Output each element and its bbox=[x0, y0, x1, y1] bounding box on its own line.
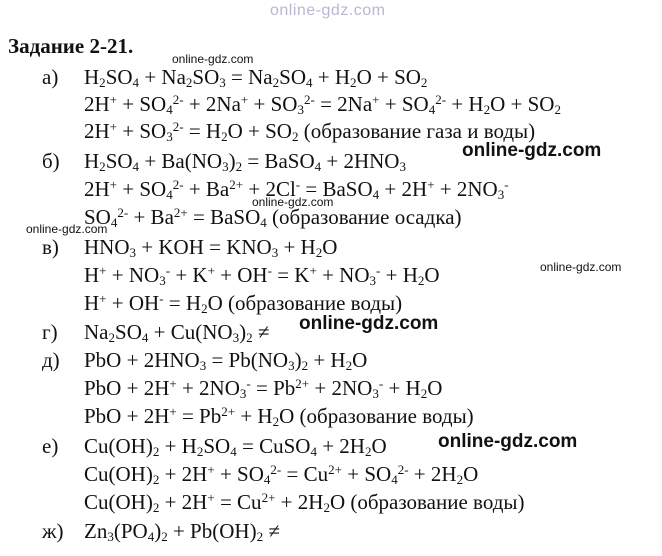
equation-b-3: $SO_4^{2-} + Ba^{2+}$ = BaSO$_4$ (образование осадка) bbox=[84, 204, 462, 230]
watermark-4: online-gdz.com bbox=[26, 222, 108, 236]
equation-e-2: PbO + $2H^+ + 2NO_3^- = Pb^{2+} + 2NO_3^- + H_2O$ bbox=[84, 375, 443, 401]
equation-f-1: $Cu(OH)_2 + H_2SO_4$ = CuSO$_4$ + $2H_2O$ bbox=[84, 434, 387, 459]
equation-a-3: $2H^+ + SO_3^{2-} = H_2O + SO_2$ (образование газа и воды) bbox=[84, 118, 536, 144]
item-label-b: б) bbox=[42, 149, 60, 173]
equation-g-1: $Zn_3(PO_4)_2 + Pb(OH)_2$ ≠ bbox=[84, 519, 280, 544]
watermark-5: online-gdz.com bbox=[540, 260, 622, 274]
watermark-7: online-gdz.com bbox=[438, 431, 578, 452]
item-label-e: д) bbox=[42, 348, 60, 372]
watermark-1: online-gdz.com bbox=[172, 52, 254, 66]
watermark-3: online-gdz.com bbox=[252, 195, 334, 209]
equation-d-1: $Na_2SO_4 + Cu(NO_3)_2$ ≠ bbox=[84, 320, 270, 345]
equation-c-1: $HNO_3$ + KOH = $KNO_3 + H_2O$ bbox=[84, 235, 338, 260]
equation-c-2: $H^+ + NO_3^- + K^+ + OH^- = K^+ + NO_3^- + H_2O$ bbox=[84, 262, 440, 288]
equation-e-1: PbO + $2HNO_3 = Pb(NO_3)_2 + H_2O$ bbox=[84, 348, 368, 373]
task-title: Задание 2-21. bbox=[8, 34, 134, 58]
equation-a-1: $H_2SO_4 + Na_2SO_3 = Na_2SO_4 + H_2O + SO_2$ bbox=[84, 65, 428, 90]
watermark-2: online-gdz.com bbox=[462, 140, 602, 161]
equation-b-1: $H_2SO_4 + Ba(NO_3)_2$ = BaSO$_4$ + $2HNO_3$ bbox=[84, 149, 406, 174]
item-label-a: а) bbox=[42, 65, 59, 89]
watermark-top: online-gdz.com bbox=[270, 2, 386, 19]
equation-f-2: $Cu(OH)_2 + 2H^+ + SO_4^{2-} = Cu^{2+} + SO_4^{2-} + 2H_2O$ bbox=[84, 461, 479, 487]
equation-a-2: $2H^+ + SO_4^{2-} + 2Na^+ + SO_3^{2-} = 2Na^+ + SO_4^{2-} + H_2O + SO_2$ bbox=[84, 91, 561, 117]
item-label-c: в) bbox=[42, 235, 59, 259]
equation-f-3: $Cu(OH)_2 + 2H^+ = Cu^{2+} + 2H_2O$ (образование воды) bbox=[84, 489, 525, 515]
item-label-f: е) bbox=[42, 434, 59, 458]
item-label-d: г) bbox=[42, 320, 58, 344]
equation-b-2: $2H^+ + SO_4^{2-} + Ba^{2+} + 2Cl^-$ = BaSO$_4$ + $2H^+ + 2NO_3^-$ bbox=[84, 176, 509, 202]
equation-e-3: PbO + $2H^+ = Pb^{2+} + H_2O$ (образование воды) bbox=[84, 403, 474, 429]
equation-c-3: $H^+ + OH^- = H_2O$ (образование воды) bbox=[84, 290, 403, 316]
watermark-6: online-gdz.com bbox=[299, 313, 439, 334]
item-label-g: ж) bbox=[42, 519, 64, 543]
